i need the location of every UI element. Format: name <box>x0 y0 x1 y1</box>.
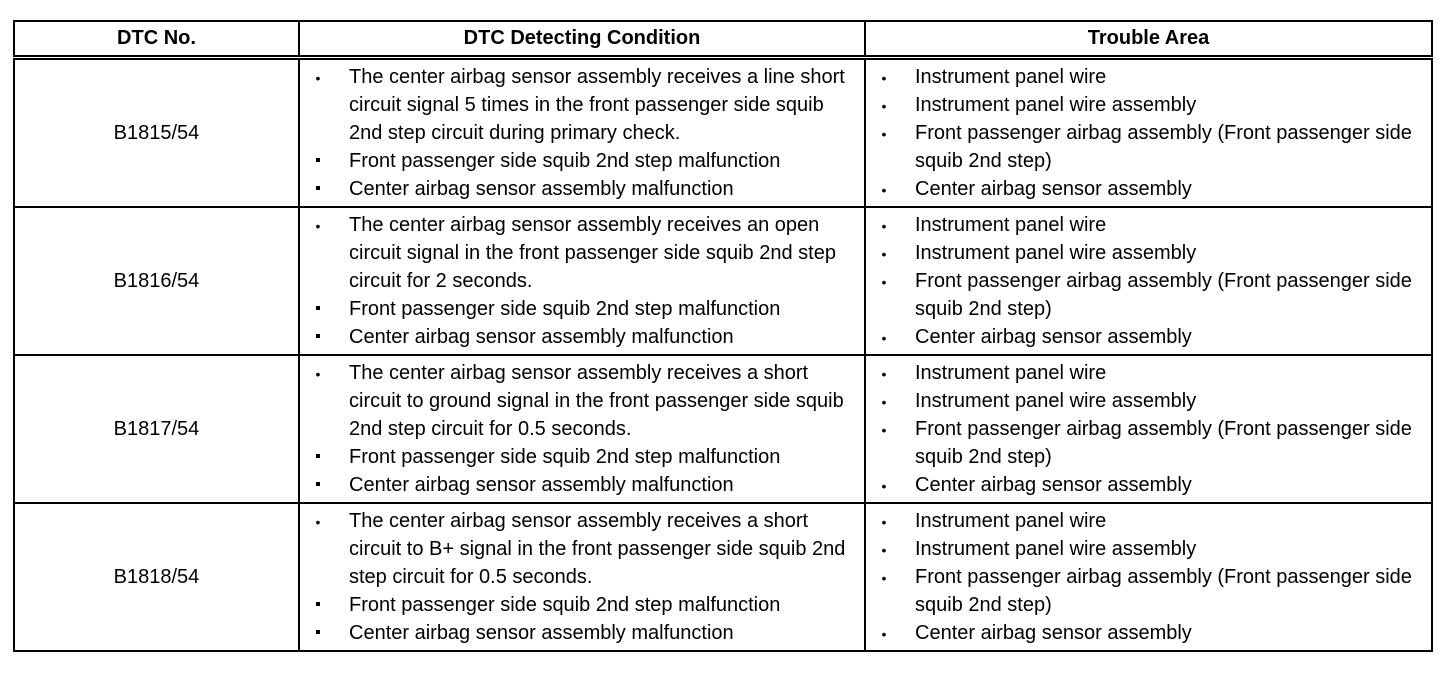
condition-item: • The center airbag sensor assembly receives an open circuit signal in the front passenger side squib 2nd step circuit for 2 seconds. <box>300 211 864 295</box>
bullet-dot-icon <box>312 359 324 388</box>
trouble-area-cell <box>865 58 1432 208</box>
condition-item: Front passenger side squib 2nd step malfunction <box>300 443 864 471</box>
trouble-area-item: • Instrument panel wire assembly <box>866 239 1431 267</box>
bullet-dot-icon <box>878 175 890 204</box>
table-row <box>14 207 1432 355</box>
trouble-area-item: • Instrument panel wire assembly <box>866 91 1431 119</box>
detecting-condition-cell <box>299 207 865 355</box>
bullet-dot-icon <box>878 91 890 120</box>
header-trouble-area: Trouble Area <box>865 21 1432 58</box>
bullet-square-icon <box>312 443 324 471</box>
condition-item: Front passenger side squib 2nd step malfunction <box>300 295 864 323</box>
condition-item: • The center airbag sensor assembly receives a short circuit to ground signal in the front passenger side squib 2nd step circuit for 0.5 seconds. <box>300 359 864 443</box>
trouble-area-cell <box>865 355 1432 503</box>
bullet-dot-icon <box>878 535 890 564</box>
dtc-table <box>13 20 1433 652</box>
trouble-area-item: • Center airbag sensor assembly <box>866 471 1431 499</box>
table-header-row <box>14 21 1432 58</box>
condition-item: Front passenger side squib 2nd step malfunction <box>300 147 864 175</box>
bullet-dot-icon <box>878 471 890 500</box>
bullet-square-icon <box>312 619 324 647</box>
bullet-dot-icon <box>312 211 324 240</box>
condition-item: Front passenger side squib 2nd step malfunction <box>300 591 864 619</box>
bullet-square-icon <box>312 323 324 351</box>
bullet-dot-icon <box>878 323 890 352</box>
bullet-square-icon <box>312 175 324 203</box>
trouble-area-item: • Instrument panel wire assembly <box>866 387 1431 415</box>
bullet-dot-icon <box>878 211 890 240</box>
trouble-area-item: • Instrument panel wire assembly <box>866 535 1431 563</box>
detecting-condition-cell <box>299 503 865 651</box>
table-row <box>14 355 1432 503</box>
bullet-dot-icon <box>878 359 890 388</box>
bullet-dot-icon <box>878 63 890 92</box>
trouble-area-item: • Front passenger airbag assembly (Front passenger side squib 2nd step) <box>866 267 1431 323</box>
bullet-dot-icon <box>878 563 890 592</box>
trouble-area-item: • Instrument panel wire <box>866 211 1431 239</box>
trouble-area-item: • Front passenger airbag assembly (Front passenger side squib 2nd step) <box>866 563 1431 619</box>
bullet-dot-icon <box>878 239 890 268</box>
trouble-area-cell <box>865 207 1432 355</box>
bullet-dot-icon <box>312 507 324 536</box>
trouble-area-item: • Front passenger airbag assembly (Front passenger side squib 2nd step) <box>866 119 1431 175</box>
trouble-area-cell <box>865 503 1432 651</box>
condition-item: Center airbag sensor assembly malfunction <box>300 619 864 647</box>
condition-item: Center airbag sensor assembly malfunction <box>300 471 864 499</box>
bullet-square-icon <box>312 295 324 323</box>
bullet-square-icon <box>312 147 324 175</box>
trouble-area-item: • Center airbag sensor assembly <box>866 175 1431 203</box>
trouble-area-item: • Instrument panel wire <box>866 63 1431 91</box>
table-row <box>14 58 1432 208</box>
detecting-condition-cell <box>299 355 865 503</box>
dtc-code: B1815/54 <box>14 58 299 208</box>
dtc-code: B1817/54 <box>14 355 299 503</box>
bullet-square-icon <box>312 471 324 499</box>
bullet-dot-icon <box>878 619 890 648</box>
bullet-dot-icon <box>878 415 890 444</box>
table-row <box>14 503 1432 651</box>
trouble-area-item: • Instrument panel wire <box>866 507 1431 535</box>
trouble-area-item: • Center airbag sensor assembly <box>866 619 1431 647</box>
bullet-square-icon <box>312 591 324 619</box>
bullet-dot-icon <box>878 119 890 148</box>
trouble-area-item: • Front passenger airbag assembly (Front passenger side squib 2nd step) <box>866 415 1431 471</box>
bullet-dot-icon <box>312 63 324 92</box>
condition-item: Center airbag sensor assembly malfunction <box>300 323 864 351</box>
bullet-dot-icon <box>878 387 890 416</box>
detecting-condition-cell <box>299 58 865 208</box>
trouble-area-item: • Center airbag sensor assembly <box>866 323 1431 351</box>
bullet-dot-icon <box>878 507 890 536</box>
condition-item: • The center airbag sensor assembly receives a short circuit to B+ signal in the front passenger side squib 2nd step circuit for 0.5 seconds. <box>300 507 864 591</box>
dtc-code: B1818/54 <box>14 503 299 651</box>
header-dtc-no: DTC No. <box>14 21 299 58</box>
dtc-code: B1816/54 <box>14 207 299 355</box>
condition-item: Center airbag sensor assembly malfunction <box>300 175 864 203</box>
condition-item: • The center airbag sensor assembly receives a line short circuit signal 5 times in the front passenger side squib 2nd step circuit during primary check. <box>300 63 864 147</box>
trouble-area-item: • Instrument panel wire <box>866 359 1431 387</box>
header-detecting-condition: DTC Detecting Condition <box>299 21 865 58</box>
bullet-dot-icon <box>878 267 890 296</box>
